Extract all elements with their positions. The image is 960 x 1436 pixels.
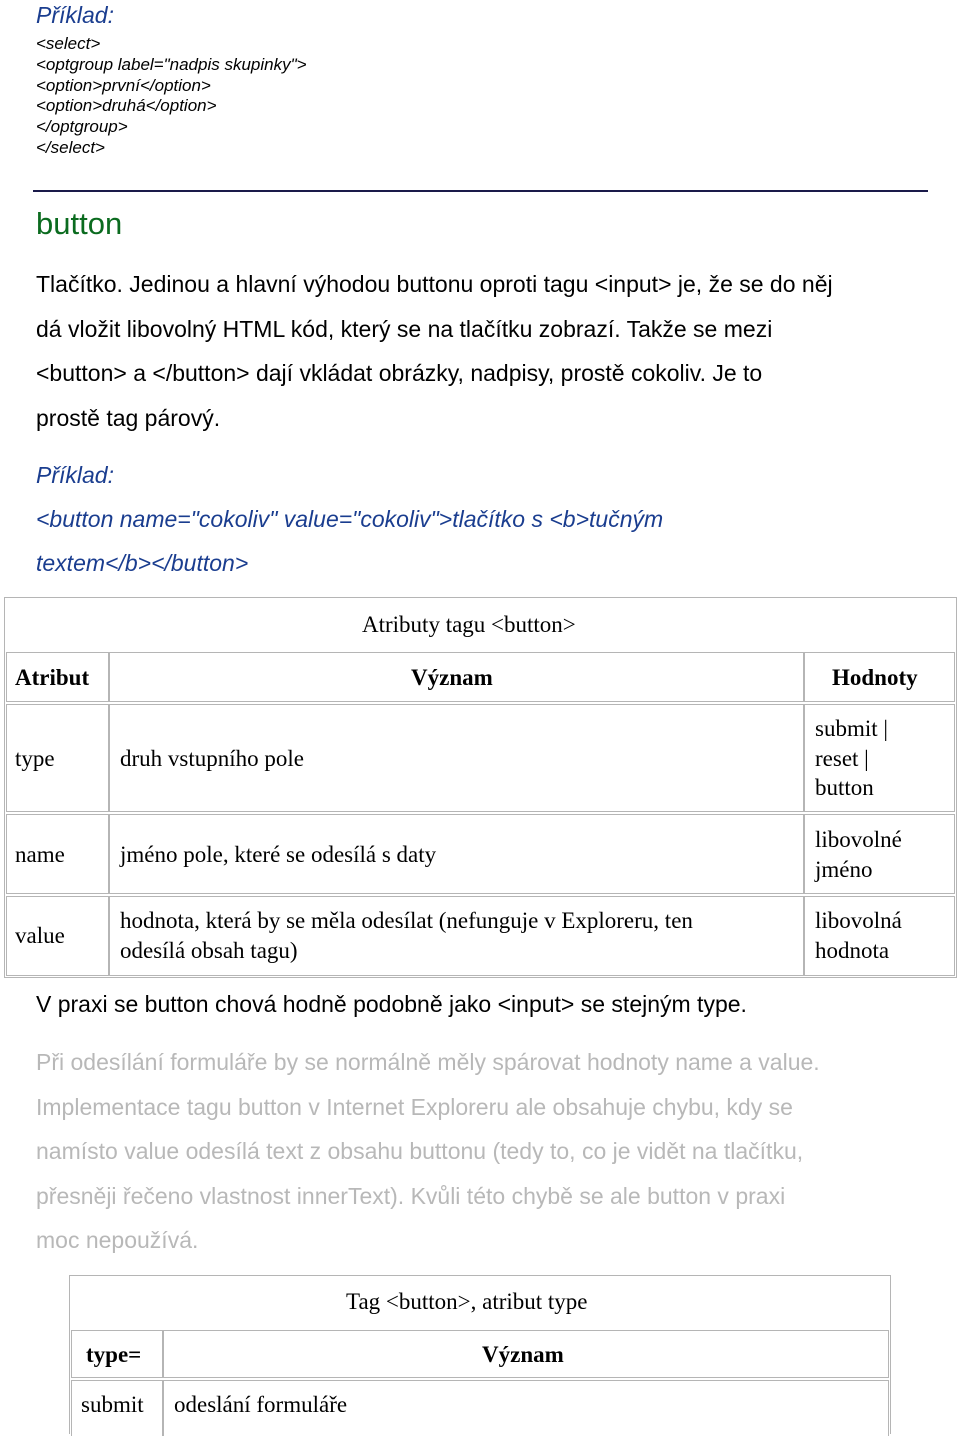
paragraph-line: přesněji řečeno vlastnost innerText). Kvůli této chybě se ale button v praxi	[36, 1182, 786, 1209]
code-line: <option>první</option>	[36, 75, 211, 95]
paragraph-line: namísto value odesílá text z obsahu buttonu (tedy to, co je vidět na tlačítku,	[36, 1138, 804, 1164]
summary-line: V praxi se button chová hodně podobně jako <input> se stejným type.	[36, 991, 747, 1017]
paragraph-line: prostě tag párový.	[36, 404, 221, 431]
attr-values	[815, 906, 902, 965]
type-value: submit	[81, 1392, 144, 1417]
attr-name: type	[15, 746, 55, 771]
code-line: <select>	[36, 34, 101, 53]
attr-values	[815, 714, 888, 803]
meaning-line: odesílá obsah tagu)	[120, 937, 298, 963]
paragraph-line: moc nepoužívá.	[36, 1227, 199, 1253]
table-caption: Tag <button>, atribut type	[346, 1289, 588, 1314]
attr-name: name	[15, 842, 65, 867]
attr-meaning: jméno pole, které se odesílá s daty	[120, 842, 437, 867]
paragraph-line: Tlačítko. Jedinou a hlavní výhodou buttonu oproti tagu <input> je, že se do něj	[36, 271, 833, 297]
table-caption: Atributy tagu <button>	[362, 612, 576, 637]
column-header: Význam	[411, 665, 493, 690]
code-block	[36, 34, 307, 159]
paragraph-line: <button> a </button> dají vkládat obrázky, nadpisy, prostě cokoliv. Je to	[36, 360, 763, 386]
paragraph-line: dá vložit libovolný HTML kód, který se na tlačítku zobrazí. Takže se mezi	[36, 315, 773, 342]
code-line: <option>druhá</option>	[36, 96, 217, 116]
column-header: Hodnoty	[832, 665, 918, 690]
example-label: Příklad:	[36, 2, 114, 28]
type-meaning: odeslání formuláře	[174, 1392, 348, 1417]
attr-meaning	[120, 906, 693, 965]
code-line: </select>	[36, 137, 105, 157]
intro-paragraph	[36, 262, 833, 440]
code-line: </optgroup>	[36, 117, 128, 137]
meaning-line: hodnota, která by se měla odesílat (nefunguje v Exploreru, ten	[120, 908, 693, 933]
value-line: reset |	[815, 745, 869, 771]
value-line: button	[815, 775, 874, 800]
attr-meaning: druh vstupního pole	[120, 746, 304, 771]
value-line: libovolné	[815, 827, 902, 852]
note-paragraph	[36, 1040, 820, 1263]
code-line: <optgroup label="nadpis skupinky">	[36, 54, 307, 74]
column-header: Atribut	[15, 665, 90, 690]
paragraph-line: Při odesílání formuláře by se normálně měly spárovat hodnoty name a value.	[36, 1049, 820, 1075]
attr-values	[815, 825, 902, 884]
code-line: <button name="cokoliv" value="cokoliv">tlačítko s <b>tučným	[36, 506, 664, 532]
column-header: Význam	[482, 1342, 564, 1367]
code-line: textem</b></button>	[36, 550, 249, 576]
value-line: hodnota	[815, 937, 890, 963]
value-line: jméno	[815, 856, 873, 882]
example-label-2: Příklad:	[36, 462, 114, 488]
value-line: libovolná	[815, 908, 902, 933]
attr-name: value	[15, 923, 65, 948]
paragraph-line: Implementace tagu button v Internet Exploreru ale obsahuje chybu, kdy se	[36, 1093, 793, 1120]
value-line: submit |	[815, 716, 888, 741]
section-title: button	[36, 206, 123, 241]
horizontal-divider	[33, 190, 928, 192]
column-header: type=	[86, 1342, 142, 1367]
